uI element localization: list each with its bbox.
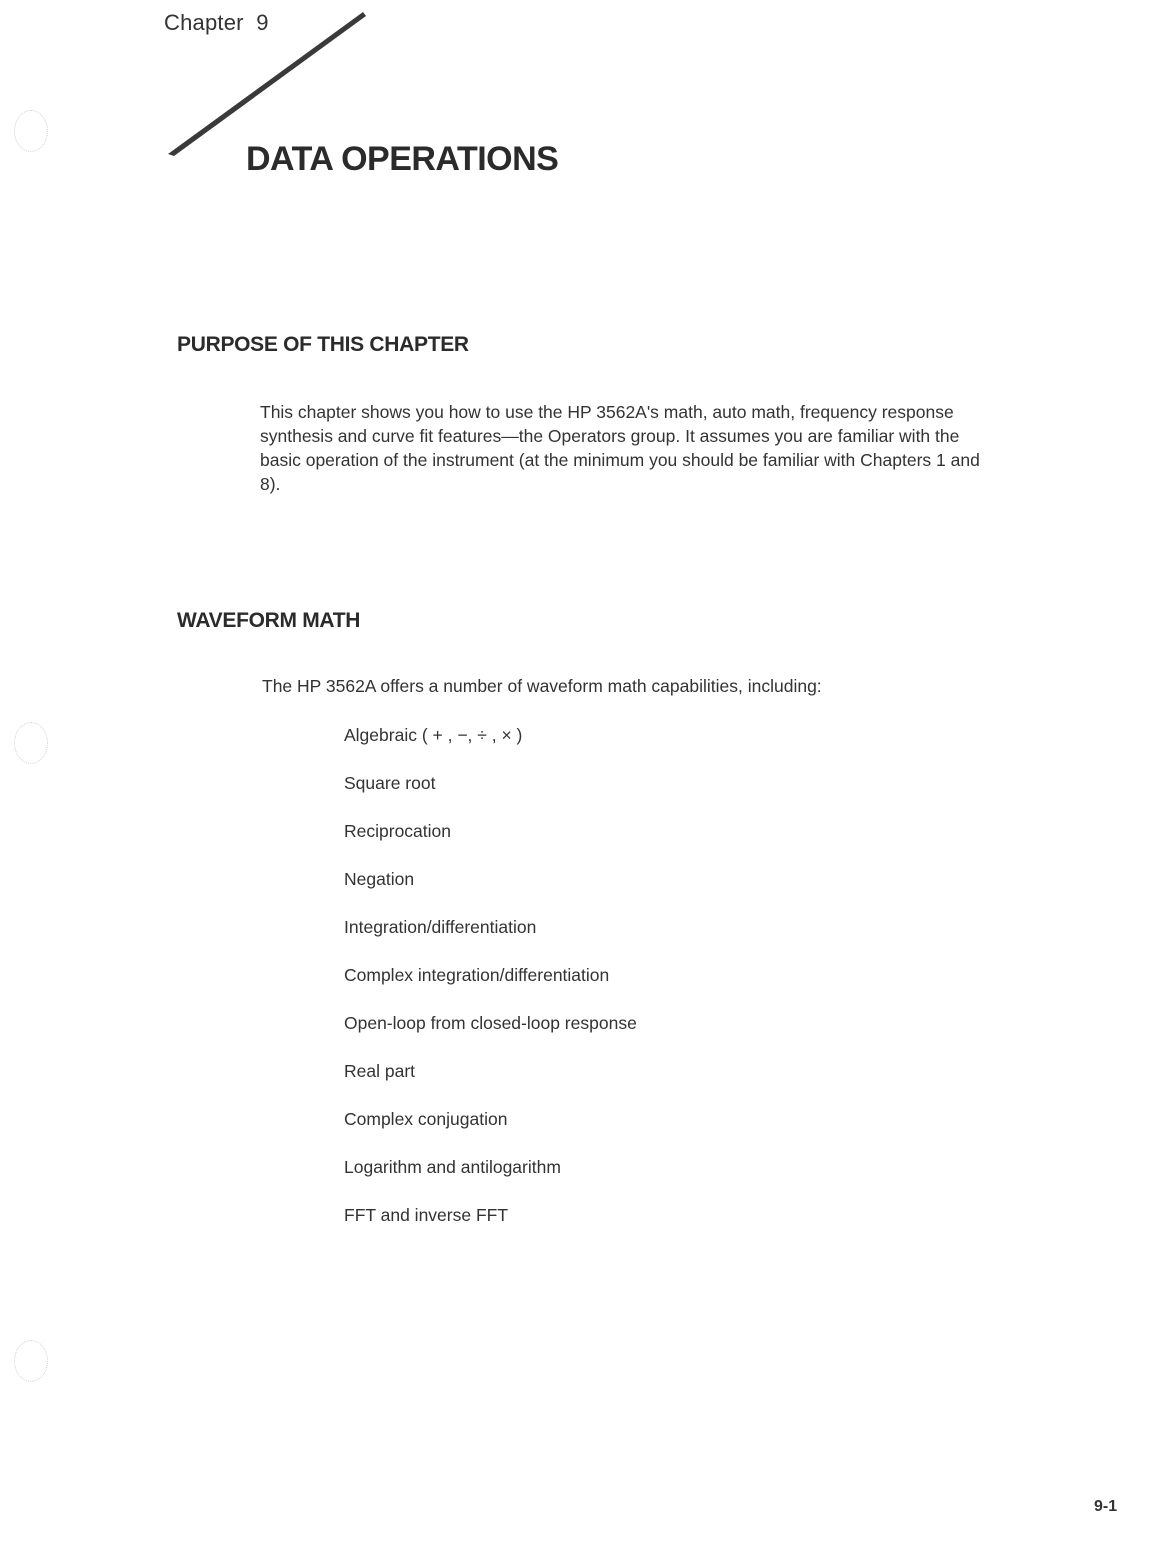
list-item: Open-loop from closed-loop response bbox=[344, 1013, 637, 1033]
list-item: Negation bbox=[344, 869, 415, 889]
list-item: Complex integration/differentiation bbox=[344, 965, 610, 985]
list-item: Logarithm and antilogarithm bbox=[344, 1157, 561, 1177]
list-item: Real part bbox=[344, 1061, 416, 1081]
waveform-math-intro: The HP 3562A offers a number of waveform math capabilities, including: bbox=[262, 676, 822, 696]
list-item: Complex conjugation bbox=[344, 1109, 508, 1129]
chapter-title: DATA OPERATIONS bbox=[246, 140, 559, 178]
binder-hole bbox=[14, 110, 48, 152]
waveform-math-heading: WAVEFORM MATH bbox=[177, 609, 361, 632]
binder-hole bbox=[14, 722, 48, 764]
list-item: Square root bbox=[344, 773, 436, 793]
list-item: FFT and inverse FFT bbox=[344, 1205, 509, 1225]
chapter-slash-decoration bbox=[160, 8, 370, 160]
purpose-heading: PURPOSE OF THIS CHAPTER bbox=[177, 333, 469, 356]
binder-hole bbox=[14, 1340, 48, 1382]
chapter-label: Chapter 9 bbox=[164, 10, 269, 35]
waveform-math-list bbox=[344, 724, 637, 1252]
purpose-paragraph: This chapter shows you how to use the HP 3562A's math, auto math, frequency response synthesis and curve fit features—the Operators group. It assumes you are familiar with the basic operation of the instrument (at the minimum you should be familiar with Chapters 1 and 8). bbox=[260, 402, 980, 494]
list-item: Integration/differentiation bbox=[344, 917, 537, 937]
page-number: 9-1 bbox=[1094, 1498, 1118, 1515]
list-item: Reciprocation bbox=[344, 821, 451, 841]
list-item: Algebraic ( + , −, ÷ , × ) bbox=[344, 725, 523, 745]
